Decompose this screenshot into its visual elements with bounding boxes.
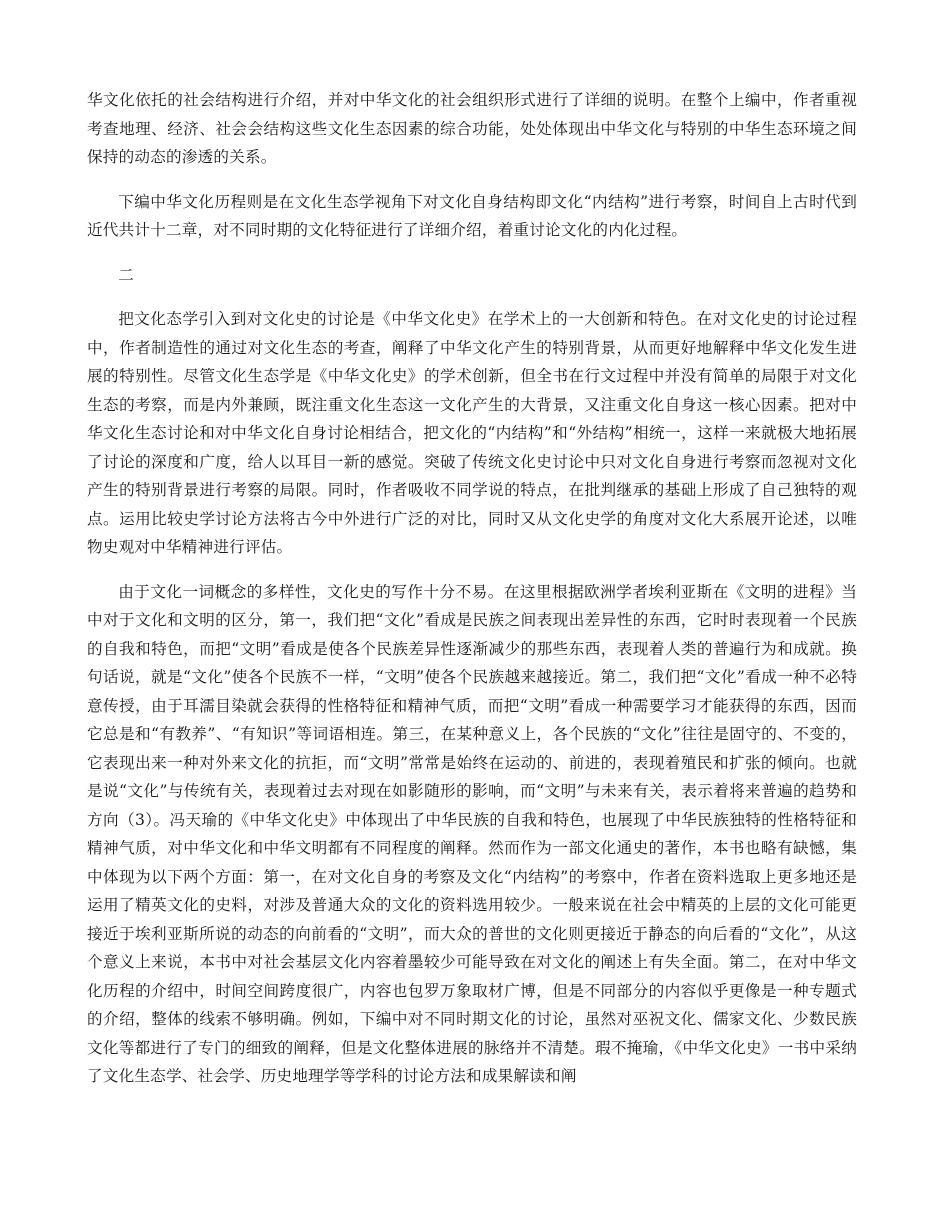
- section-number: 二: [118, 265, 134, 284]
- document-page: [87, 86, 857, 1107]
- paragraph-continuation: 华文化依托的社会结构进行介绍，并对中华文化的社会组织形式进行了详细的说明。在整个上编中，作者重视考查地理、经济、社会会结构这些文化生态因素的综合功能，处处体现出中华文化与特别的中华生态环境之间保持的动态的渗透的关系。: [87, 91, 857, 166]
- paragraph-lower-volume: 下编中华文化历程则是在文化生态学视角下对文化自身结构即文化“内结构”进行考察，时间自上古时代到近代共计十二章，对不同时期的文化特征进行了详细介绍，着重讨论文化的内化过程。: [87, 192, 857, 239]
- paragraph-culture-civilization: 由于文化一词概念的多样性，文化史的写作十分不易。在这里根据欧洲学者埃利亚斯在《文明的进程》当中对于文化和文明的区分，第一，我们把“文化”看成是民族之间表现出差异性的东西，它时时表现着一个民族的自我和特色，而把“文明”看成是使各个民族差异性逐渐减少的那些东西，表现着人类的普遍行为和成就。换句话说，就是“文化”使各个民族不一样，“文明”使各个民族越来越接近。第二，我们把“文化”看成一种不必特意传授，由于耳濡目染就会获得的性格特征和精神气质，而把“文明”看成一种需要学习才能获得的东西，因而它总是和“有教养”、“有知识”等词语相连。第三，在某种意义上，各个民族的“文化”往往是固守的、不变的，它表现出来一种对外来文化的抗拒，而“文明”常常是始终在运动的、前进的，表现着殖民和扩张的倾向。也就是说“文化”与传统有关，表现着过去对现在如影随形的影响，而“文明”与未来有关，表示着将来普遍的趋势和方向（3）。冯天瑜的《中华文化史》中体现出了中华民族的自我和特色，也展现了中华民族独特的性格特征和精神气质，对中华文化和中华文明都有不同程度的阐释。然而作为一部文化通史的著作，本书也略有缺憾，集中体现为以下两个方面：第一，在对文化自身的考察及文化“内结构”的考察中，作者在资料选取上更多地还是运用了精英文化的史料，对涉及普通大众的文化的资料选用较少。一般来说在社会中精英的上层的文化可能更接近于埃利亚斯所说的动态的向前看的“文明”，而大众的普世的文化则更接近于静态的向后看的“文化”，从这个意义上来说，本书中对社会基层文化内容着墨较少可能导致在对文化的阐述上有失全面。第二，在对中华文化历程的介绍中，时间空间跨度很广，内容也包罗万象取材广博，但是不同部分的内容似乎更像是一种专题式的介绍，整体的线索不够明确。例如，下编中对不同时期文化的讨论，虽然对巫祝文化、儒家文化、少数民族文化等都进行了专门的细致的阐释，但是文化整体进展的脉络并不清楚。瑕不掩瑜，《中华文化史》一书中采纳了文化生态学、社会学、历史地理学等学科的讨论方法和成果解读和阐: [87, 582, 857, 1085]
- paragraph-cultural-ecology: 把文化态学引入到对文化史的讨论是《中华文化史》在学术上的一大创新和特色。在对文化史的讨论过程中，作者制造性的通过对文化生态的考查，阐释了中华文化产生的特别背景，从而更好地解释中华文化发生进展的特别性。尽管文化生态学是《中华文化史》的学术创新，但全书在行文过程中并没有简单的局限于对文化生态的考察，而是内外兼顾，既注重文化生态这一文化产生的大背景，又注重文化自身这一核心因素。把对中华文化生态讨论和对中华文化自身讨论相结合，把文化的“内结构”和“外结构”相统一，这样一来就极大地拓展了讨论的深度和广度，给人以耳目一新的感觉。突破了传统文化史讨论中只对文化自身进行考察而忽视对文化产生的特别背景进行考察的局限。同时，作者吸收不同学说的特点，在批判继承的基础上形成了自己独特的观点。运用比较史学讨论方法将古今中外进行广泛的对比，同时又从文化史学的角度对文化大系展开论述，以唯物史观对中华精神进行评估。: [87, 310, 857, 556]
